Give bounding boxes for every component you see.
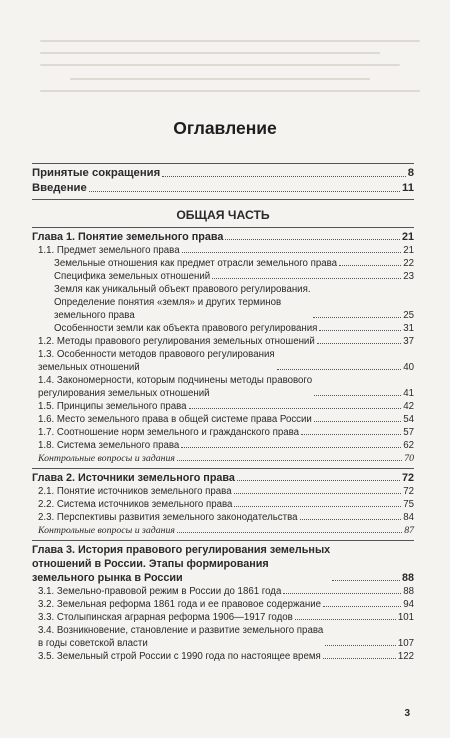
- toc-subsection[interactable]: [32, 283, 414, 322]
- dot-leader: [177, 532, 402, 533]
- toc-section[interactable]: [32, 374, 414, 400]
- section-title: ОБЩАЯ ЧАСТЬ: [176, 208, 270, 222]
- toc-section[interactable]: [32, 348, 414, 374]
- toc-section-page: 41: [403, 388, 414, 399]
- toc-section[interactable]: [32, 244, 414, 257]
- toc-section-text: 2.2. Система источников земельного права: [38, 499, 233, 510]
- bleed-through-line: [40, 52, 380, 54]
- toc-section-page: 57: [403, 427, 414, 438]
- dot-leader: [277, 369, 402, 370]
- toc-chapter[interactable]: [32, 230, 414, 244]
- toc-subsection-page: 25: [403, 310, 414, 321]
- toc-section[interactable]: [32, 511, 414, 524]
- dot-leader: [313, 317, 402, 318]
- toc-subsection-page: 23: [403, 271, 414, 282]
- toc-chapter-text: Глава 3. История правового регулирования земельных отношений в России. Этапы формирования земельного рынка в России: [32, 544, 331, 584]
- toc-front-entry[interactable]: [32, 181, 414, 196]
- toc-review-questions-page: 87: [404, 525, 414, 536]
- bleed-through-line: [70, 78, 370, 80]
- toc-chapter[interactable]: [32, 471, 414, 485]
- toc-review-questions-text: Контрольные вопросы и задания: [38, 525, 175, 536]
- toc-review-questions-page: 70: [404, 453, 414, 464]
- dot-leader: [295, 619, 396, 620]
- toc-review-questions[interactable]: [32, 524, 414, 537]
- dot-leader: [323, 658, 396, 659]
- toc-section-text: 2.1. Понятие источников земельного права: [38, 486, 232, 497]
- toc-section-text: 2.3. Перспективы развития земельного законодательства: [38, 512, 298, 523]
- dot-leader: [182, 252, 402, 253]
- dot-leader: [339, 265, 401, 266]
- dot-leader: [177, 460, 402, 461]
- toc-subsection-text: Особенности земли как объекта правового регулирования: [54, 323, 318, 334]
- toc-section[interactable]: [32, 335, 414, 348]
- divider: [32, 227, 414, 228]
- dot-leader: [332, 580, 400, 581]
- toc-section-text: 3.2. Земельная реформа 1861 года и ее правовое содержание: [38, 599, 322, 610]
- toc-section-page: 88: [403, 586, 414, 597]
- bleed-through-line: [40, 90, 420, 92]
- toc-section[interactable]: [32, 426, 414, 439]
- dot-leader: [234, 493, 402, 494]
- toc-section-text: 1.6. Место земельного права в общей системе права России: [38, 414, 312, 425]
- toc-section-text: 1.3. Особенности методов правового регулирования земельных отношений: [38, 349, 275, 373]
- table-of-contents: [32, 160, 414, 663]
- divider: [32, 199, 414, 200]
- toc-chapter[interactable]: [32, 543, 414, 585]
- toc-front-entry-page: 8: [407, 167, 414, 179]
- dot-leader: [283, 593, 401, 594]
- page-number: 3: [404, 708, 410, 719]
- toc-subsection[interactable]: [32, 322, 414, 335]
- toc-section[interactable]: [32, 400, 414, 413]
- toc-chapter-text: Глава 2. Источники земельного права: [32, 472, 235, 484]
- toc-chapter-page: 21: [401, 231, 414, 243]
- toc-section-text: 1.2. Методы правового регулирования земельных отношений: [38, 336, 315, 347]
- toc-section-text: 1.7. Соотношение норм земельного и гражданского права: [38, 427, 300, 438]
- dot-leader: [325, 645, 396, 646]
- dot-leader: [212, 278, 401, 279]
- bleed-through-line: [40, 64, 400, 66]
- toc-chapter-text: Глава 1. Понятие земельного права: [32, 231, 224, 243]
- toc-section-text: 1.1. Предмет земельного права: [38, 245, 180, 256]
- toc-front-entry-page: 11: [402, 182, 414, 194]
- toc-chapter-page: 72: [401, 472, 414, 484]
- toc-section-page: 72: [403, 486, 414, 497]
- dot-leader: [317, 343, 401, 344]
- toc-section-text: 1.5. Принципы земельного права: [38, 401, 187, 412]
- dot-leader: [225, 239, 400, 240]
- toc-section-page: 21: [403, 245, 414, 256]
- toc-section-page: 107: [397, 638, 414, 649]
- page-title: Оглавление: [173, 118, 277, 138]
- toc-section-text: 3.3. Столыпинская аграрная реформа 1906—1917 годов: [38, 612, 293, 623]
- toc-chapter-page: 88: [401, 572, 414, 584]
- toc-section-page: 84: [403, 512, 414, 523]
- toc-subsection-text: Специфика земельных отношений: [54, 271, 211, 282]
- toc-section-page: 42: [403, 401, 414, 412]
- toc-section-page: 40: [403, 362, 414, 373]
- dot-leader: [301, 434, 401, 435]
- toc-section[interactable]: [32, 585, 414, 598]
- toc-section-page: 54: [403, 414, 414, 425]
- toc-section[interactable]: [32, 485, 414, 498]
- dot-leader: [162, 176, 406, 177]
- toc-section-page: 101: [397, 612, 414, 623]
- bleed-through-line: [40, 40, 420, 42]
- toc-section[interactable]: [32, 624, 414, 650]
- toc-section-text: 3.1. Земельно-правовой режим в России до 1861 года: [38, 586, 282, 597]
- divider: [32, 540, 414, 541]
- toc-section-page: 37: [403, 336, 414, 347]
- toc-front-entry-text: Принятые сокращения: [32, 167, 161, 179]
- toc-section[interactable]: [32, 498, 414, 511]
- dot-leader: [189, 408, 402, 409]
- toc-subsection-page: 31: [403, 323, 414, 334]
- toc-subsection-page: 22: [403, 258, 414, 269]
- toc-review-questions-text: Контрольные вопросы и задания: [38, 453, 175, 464]
- dot-leader: [314, 395, 401, 396]
- toc-section[interactable]: [32, 611, 414, 624]
- dot-leader: [300, 519, 402, 520]
- toc-section[interactable]: [32, 650, 414, 663]
- toc-subsection[interactable]: [32, 270, 414, 283]
- divider: [32, 468, 414, 469]
- toc-section[interactable]: [32, 439, 414, 452]
- toc-section-page: 75: [403, 499, 414, 510]
- dot-leader: [181, 447, 401, 448]
- toc-section-page: 122: [397, 651, 414, 662]
- toc-subsection-text: Земельные отношения как предмет отрасли земельного права: [54, 258, 338, 269]
- toc-section[interactable]: [32, 413, 414, 426]
- toc-subsection[interactable]: [32, 257, 414, 270]
- toc-front-entry[interactable]: [32, 166, 414, 181]
- dot-leader: [237, 480, 400, 481]
- toc-section-page: 94: [403, 599, 414, 610]
- dot-leader: [319, 330, 401, 331]
- toc-front-entry-text: Введение: [32, 182, 87, 194]
- toc-section-text: 3.5. Земельный строй России с 1990 года по настоящее время: [38, 651, 321, 662]
- toc-section-text: 3.4. Возникновение, становление и развитие земельного права в годы советской власти: [38, 625, 324, 649]
- dot-leader: [314, 421, 401, 422]
- toc-section-page: 62: [403, 440, 414, 451]
- dot-leader: [234, 506, 401, 507]
- dot-leader: [323, 606, 401, 607]
- toc-subsection-text: Земля как уникальный объект правового регулирования. Определение понятия «земля» и других терминов земельного права: [54, 284, 311, 321]
- toc-review-questions[interactable]: [32, 452, 414, 465]
- dot-leader: [89, 191, 400, 192]
- divider: [32, 163, 414, 164]
- toc-section-text: 1.8. Система земельного права: [38, 440, 180, 451]
- toc-section[interactable]: [32, 598, 414, 611]
- toc-section-text: 1.4. Закономерности, которым подчинены методы правового регулирования земельных отношений: [38, 375, 313, 399]
